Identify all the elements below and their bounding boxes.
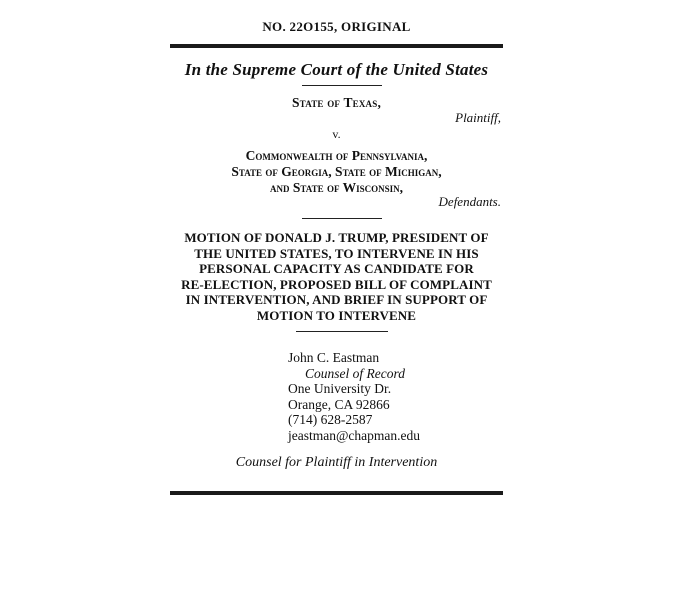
counsel-title: Counsel of Record: [305, 365, 405, 381]
motion-title-line: IN INTERVENTION, AND BRIEF IN SUPPORT OF: [185, 292, 488, 308]
rule-under-court: [302, 85, 382, 86]
defendants-block: [170, 148, 503, 196]
counsel-email: jeastman@chapman.edu: [288, 427, 421, 443]
court-name: In the Supreme Court of the United States: [184, 60, 489, 79]
docket-number: NO. 22O155, ORIGINAL: [262, 19, 411, 34]
plaintiff-name-text: State of Texas,: [291, 95, 382, 110]
counsel-block: [288, 350, 420, 443]
counsel-address-line1: One University Dr.: [288, 381, 392, 396]
counsel-name: John C. Eastman: [288, 350, 380, 365]
defendants-role: Defendants.: [438, 194, 501, 209]
rule-above-title: [302, 218, 382, 219]
motion-title-line: THE UNITED STATES, TO INTERVENE IN HIS: [194, 245, 479, 261]
top-rule: [170, 44, 503, 48]
motion-title-line: MOTION OF DONALD J. TRUMP, PRESIDENT OF: [184, 230, 489, 245]
plaintiff-name: [170, 95, 503, 111]
counsel-address-line2: Orange, CA 92866: [288, 396, 390, 412]
motion-title-line: PERSONAL CAPACITY AS CANDIDATE FOR: [199, 261, 474, 277]
plaintiff-role: Plaintiff,: [455, 110, 501, 125]
motion-title-line: MOTION TO INTERVENE: [256, 307, 417, 323]
versus: v.: [332, 127, 341, 141]
defendant-line: State of Georgia, State of Michigan,: [231, 164, 442, 179]
defendant-line: and State of Wisconsin,: [270, 180, 403, 195]
bottom-rule: [170, 491, 503, 495]
counsel-phone: (714) 628-2587: [288, 412, 373, 427]
rule-below-title: [296, 331, 388, 332]
motion-title-line: RE-ELECTION, PROPOSED BILL OF COMPLAINT: [181, 276, 492, 292]
motion-title: [170, 230, 503, 324]
defendant-line: Commonwealth of Pennsylvania,: [245, 148, 428, 163]
counsel-for: Counsel for Plaintiff in Intervention: [235, 455, 438, 470]
